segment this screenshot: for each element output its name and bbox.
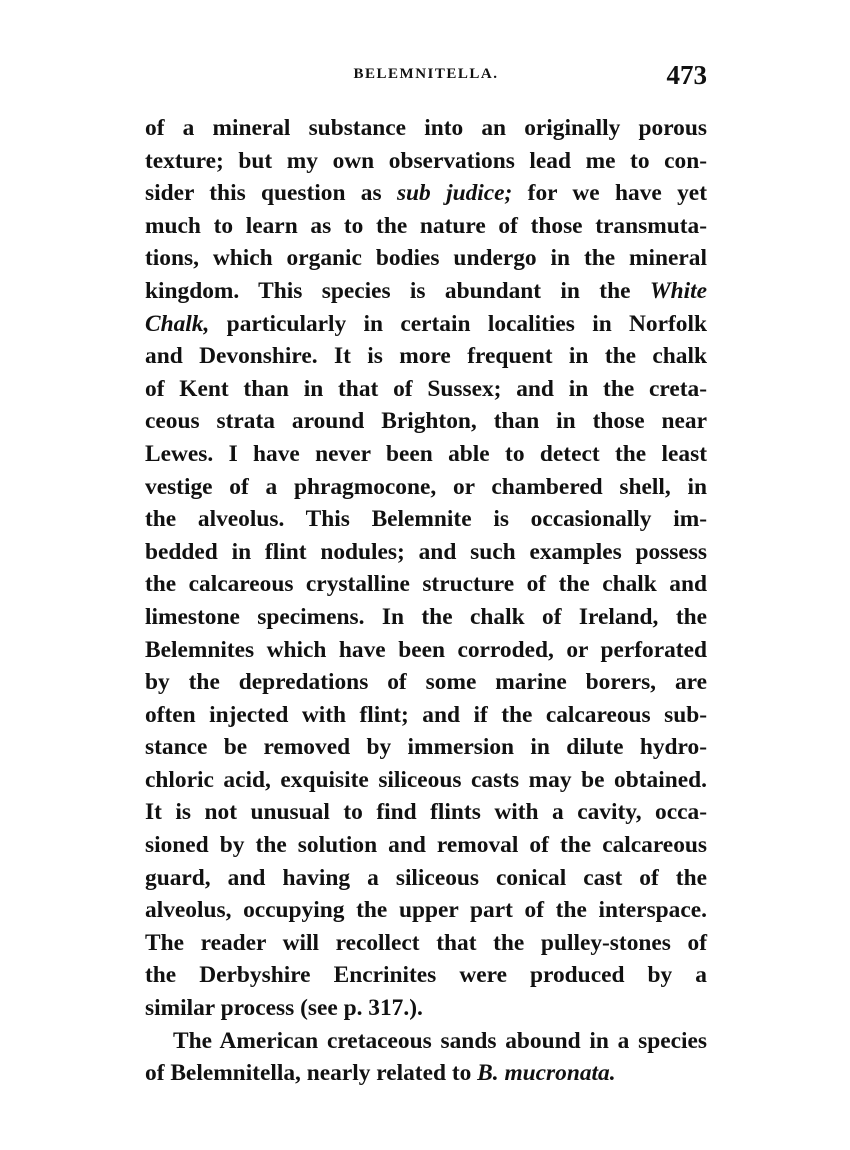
line-text: of a mineral substance into an originally porous (145, 115, 707, 141)
line-text: chloric acid, exquisite siliceous casts may be obtained. (145, 766, 707, 793)
text-line (145, 927, 707, 960)
text-line (145, 894, 707, 927)
text-line (145, 862, 707, 895)
text-line (145, 1057, 707, 1090)
text-line (145, 666, 707, 699)
text-line (145, 373, 707, 406)
line-text: by the depredations of some marine borers, are (145, 669, 707, 696)
italic-text: B. mucronata. (477, 1060, 616, 1087)
page-header (145, 60, 707, 94)
text-line (145, 796, 707, 829)
text-line (145, 568, 707, 601)
line-text: of Kent than in that of Sussex; and in the creta- (145, 375, 707, 402)
line-text: The reader will recollect that the pulley-stones of (145, 929, 707, 956)
text-line (145, 699, 707, 732)
text-line (145, 210, 707, 243)
text-line (145, 242, 707, 275)
line-text: for we have yet (512, 180, 707, 207)
paragraph-1 (145, 112, 707, 1025)
line-text: It is not unusual to find flints with a cavity, occa- (145, 799, 707, 826)
text-line (145, 959, 707, 992)
line-text: alveolus, occupying the upper part of the interspace. (145, 897, 707, 924)
line-text: Belemnites which have been corroded, or perforated (145, 636, 707, 663)
line-text: of Belemnitella, nearly related to (145, 1060, 478, 1087)
line-text: tions, which organic bodies undergo in the mineral (145, 245, 707, 272)
line-text: stance be removed by immersion in dilute hydro- (145, 734, 707, 761)
line-text: sider this question as (145, 180, 397, 207)
text-line (145, 145, 707, 178)
italic-text: sub judice; (396, 180, 513, 207)
text-line (145, 764, 707, 797)
line-text: texture; but my own observations lead me to con- (145, 147, 707, 174)
text-line (145, 177, 707, 210)
text-line (145, 112, 707, 145)
text-line (145, 536, 707, 569)
text-line (145, 829, 707, 862)
text-line (145, 601, 707, 634)
text-line (145, 471, 707, 504)
line-text: the Derbyshire Encrinites were produced by a (145, 962, 707, 989)
italic-text: White (649, 277, 707, 304)
line-text: particularly in certain localities in Norfolk (209, 310, 707, 337)
text-line (145, 1025, 707, 1058)
running-head: BELEMNITELLA. (353, 66, 499, 82)
line-text: and Devonshire. It is more frequent in the chalk (145, 343, 707, 370)
line-text: bedded in flint nodules; and such examples possess (145, 538, 707, 565)
page-body (145, 112, 707, 1090)
line-text: much to learn as to the nature of those transmuta- (145, 212, 707, 239)
text-line (145, 340, 707, 373)
line-text: the alveolus. This Belemnite is occasionally im- (145, 506, 707, 533)
italic-text: Chalk, (145, 310, 210, 337)
line-text: kingdom. This species is abundant in the (145, 277, 650, 304)
text-line (145, 634, 707, 667)
line-text: similar process (see p. 317.). (145, 995, 423, 1022)
text-line (145, 992, 707, 1025)
text-line (145, 438, 707, 471)
text-line (145, 308, 707, 341)
line-text: limestone specimens. In the chalk of Ireland, the (145, 603, 707, 630)
paragraph-2 (145, 1025, 707, 1090)
text-line (145, 731, 707, 764)
line-text: sioned by the solution and removal of the calcareous (145, 832, 707, 859)
line-text: guard, and having a siliceous conical cast of the (145, 864, 707, 891)
line-text: Lewes. I have never been able to detect the least (145, 440, 707, 467)
line-text: The American cretaceous sands abound in a species (173, 1027, 707, 1054)
text-line (145, 503, 707, 536)
text-line (145, 405, 707, 438)
line-text: vestige of a phragmocone, or chambered shell, in (145, 473, 707, 500)
text-line (145, 275, 707, 308)
line-text: ceous strata around Brighton, than in those near (145, 408, 707, 435)
line-text: often injected with flint; and if the calcareous sub- (145, 701, 707, 728)
page-number: 473 (666, 60, 707, 90)
line-text: the calcareous crystalline structure of the chalk and (145, 571, 707, 598)
